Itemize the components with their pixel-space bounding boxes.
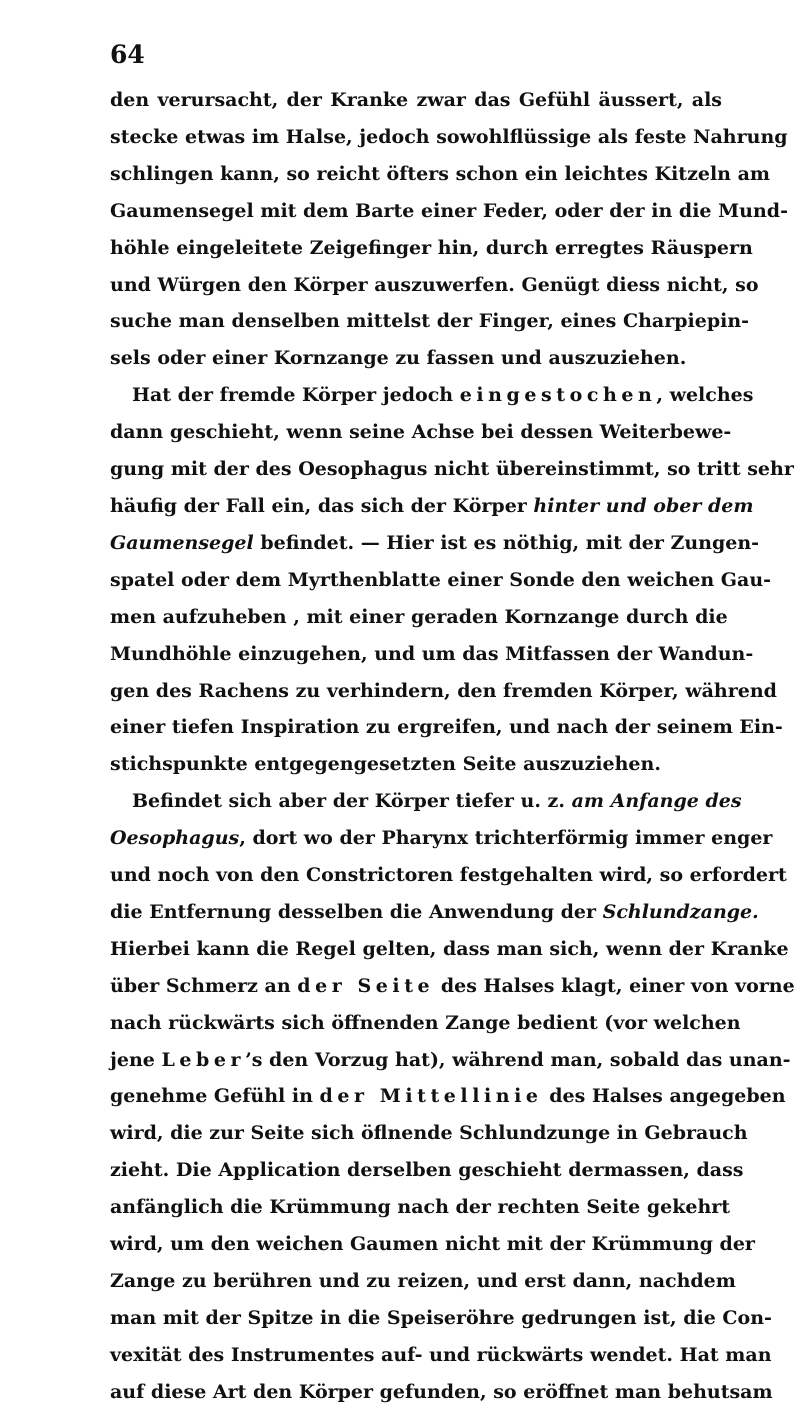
text-line	[110, 1078, 786, 1115]
text-line	[110, 303, 750, 340]
text-line	[110, 599, 728, 636]
text-line	[110, 968, 795, 1005]
text-line	[110, 193, 788, 230]
text-line	[110, 857, 787, 894]
text-line	[110, 562, 772, 599]
italic-text: Gaumensegel	[110, 531, 254, 554]
text-line	[110, 746, 722, 783]
text-segment: Zange zu berühren und zu reizen, und erst dann, nachdem	[110, 1270, 736, 1292]
text-segment: die Entfernung desselben die Anwendung der	[110, 900, 603, 923]
text-segment: gung mit der des Oesophagus nicht übereinstimmt, so tritt sehr	[110, 458, 794, 481]
text-segment: Gaumensegel mit dem Barte einer Feder, oder der in die Mund-	[110, 199, 788, 222]
text-line	[110, 673, 777, 710]
text-line	[110, 931, 789, 968]
text-line	[110, 1005, 741, 1042]
text-segment: genehme Gefühl in	[110, 1085, 320, 1108]
text-line	[110, 156, 771, 193]
text-segment: wird, um den weichen Gaumen nicht mit der Krümmung der	[110, 1233, 755, 1256]
text-segment: Hierbei kann die Regel gelten, dass man sich, wenn der Kranke	[110, 937, 789, 960]
text-segment: häufig der Fall ein, das sich der Körper	[110, 494, 534, 517]
text-segment: Hat der fremde Körper jedoch	[132, 384, 460, 407]
text-segment: spatel oder dem Myrthenblatte einer Sonde den weichen Gau-	[110, 568, 772, 591]
text-line	[110, 1189, 731, 1226]
text-segment: stichspunkte entgegengesetzten Seite auszuziehen.	[110, 753, 661, 776]
text-segment: men aufzuheben , mit einer geraden Kornzange durch die	[110, 605, 728, 628]
text-line	[110, 119, 788, 156]
text-line	[110, 709, 783, 746]
text-line	[110, 525, 760, 562]
spaced-text: eingestochen	[459, 384, 657, 407]
text-segment: befindet. — Hier ist es nöthig, mit der Zungen-	[253, 531, 760, 554]
text-line	[110, 1374, 773, 1411]
text-segment: , welches	[656, 384, 754, 407]
text-line	[110, 636, 754, 673]
text-segment: Mundhöhle einzugehen, und um das Mitfassen der Wandun-	[110, 642, 754, 665]
text-segment: auf diese Art den Körper gefunden, so eröffnet man behutsam	[110, 1380, 773, 1403]
text-line	[110, 1263, 736, 1300]
text-segment: anfänglich die Krümmung nach der rechten Seite gekehrt	[110, 1196, 731, 1219]
text-segment: dann geschieht, wenn seine Achse bei dessen Weiterbewe-	[110, 421, 732, 444]
spaced-text: der Mittellinie	[319, 1085, 543, 1108]
text-line	[110, 82, 722, 119]
text-segment: einer tiefen Inspiration zu ergreifen, und nach der seinem Ein-	[110, 716, 783, 739]
text-line	[110, 1152, 744, 1189]
text-segment: und Würgen den Körper auszuwerfen. Genügt diess nicht, so	[110, 273, 759, 296]
text-line	[110, 377, 754, 414]
text-segment: wird, die zur Seite sich öflnende Schlundzunge in Gebrauch	[110, 1122, 748, 1145]
text-segment: nach rückwärts sich öffnenden Zange bedient (vor welchen	[110, 1011, 741, 1034]
text-segment: zieht. Die Application derselben geschieht dermassen, dass	[110, 1159, 744, 1182]
text-line	[110, 1042, 791, 1079]
spaced-text: Leber	[161, 1048, 246, 1071]
text-line	[110, 1226, 755, 1263]
italic-text: Oesophagus	[110, 827, 240, 850]
text-segment: ’s den Vorzug hat), während man, sobald das unan-	[245, 1048, 791, 1071]
spaced-text: der Seite	[297, 974, 435, 997]
italic-text: am Anfange des	[571, 790, 742, 813]
text-line	[110, 820, 773, 857]
text-segment: und noch von den Constrictoren festgehalten wird, so erfordert	[110, 864, 787, 887]
text-segment: gen des Rachens zu verhindern, den fremden Körper, während	[110, 679, 777, 702]
body-text	[110, 82, 795, 1411]
text-line	[110, 414, 732, 451]
text-segment: stecke etwas im Halse, jedoch sowohlflüssige als feste Nahrung	[110, 125, 788, 148]
text-segment: Befindet sich aber der Körper tiefer u. z.	[132, 790, 572, 813]
text-segment: suche man denselben mittelst der Finger, eines Charpiepin-	[110, 310, 750, 333]
text-line	[110, 1337, 772, 1374]
text-segment: höhle eingeleitete Zeigefinger hin, durch erregtes Räuspern	[110, 236, 753, 259]
text-segment: des Halses angegeben	[542, 1085, 786, 1108]
text-line	[110, 1115, 748, 1152]
text-line	[110, 451, 794, 488]
text-segment: vexität des Instrumentes auf- und rückwärts wendet. Hat man	[110, 1343, 772, 1366]
text-segment: sels oder einer Kornzange zu fassen und auszuziehen.	[110, 347, 687, 370]
text-segment: schlingen kann, so reicht öfters schon ein leichtes Kitzeln am	[110, 162, 771, 185]
text-line	[110, 340, 722, 377]
text-line	[110, 1300, 772, 1337]
page-number: 64	[110, 40, 145, 69]
text-line	[110, 230, 753, 267]
text-segment: jene	[110, 1048, 162, 1071]
text-segment: man mit der Spitze in die Speiseröhre gedrungen ist, die Con-	[110, 1306, 772, 1329]
text-line	[110, 267, 759, 304]
text-segment: den verursacht, der Kranke zwar das Gefühl äussert, als	[110, 89, 722, 111]
text-segment: über Schmerz an	[110, 974, 298, 997]
text-line	[110, 488, 754, 525]
text-segment: des Halses klagt, einer von vorne	[434, 974, 795, 997]
italic-text: Schlundzange.	[602, 900, 759, 923]
italic-text: hinter und ober dem	[533, 494, 754, 517]
text-line	[110, 783, 742, 820]
text-segment: , dort wo der Pharynx trichterförmig immer enger	[239, 827, 773, 850]
text-line	[110, 894, 759, 931]
